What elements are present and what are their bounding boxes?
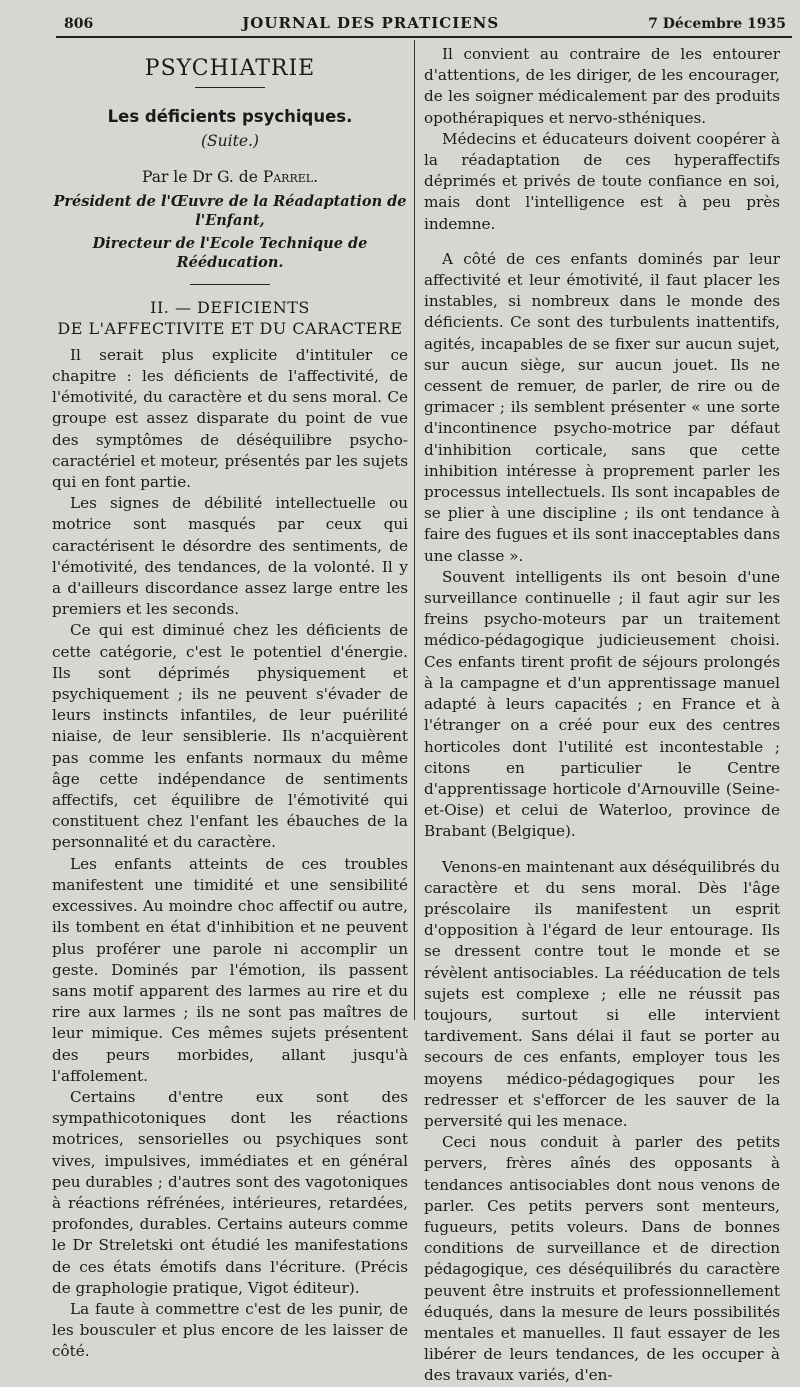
issue-date: 7 Décembre 1935: [648, 16, 786, 32]
paragraph-gap: [424, 843, 780, 857]
chapter-heading: [52, 297, 408, 339]
paragraph: Ceci nous conduit à parler des petits pervers, frères aînés des opposants à tendances antisociables dont nous venons de parler. Ces petits pervers sont menteurs, fugueurs, petits voleurs. Dans de bonnes conditions de surveillance et de direction pédagogique, ces déséquilibrés du caractère peuvent être instruits et professionnellement éduqués, dans la mesure de leurs possibilités mentales et manuelles. Il faut essayer de les libérer de leurs tendances, de les occuper à des travaux variés, d'en-: [424, 1133, 780, 1385]
affiliation-1: Président de l'Œuvre de la Réadaptation de l'Enfant,: [53, 192, 407, 229]
paragraph: Les enfants atteints de ces troubles manifestent une timidité et une sensibilité excessives. Au moindre choc affectif ou autre, ils tombent en état d'inhibition et ne peuvent plus proférer une parole ni accomplir un geste. Dominés par l'émotion, ils passent sans motif apparent des larmes au rire et du rire aux larmes ; ils ne sont pas maîtres de leur mimique. Ces mêmes sujets présentent des peurs morbides, allant jusqu'à l'affolement.: [52, 854, 408, 1085]
paragraph: Médecins et éducateurs doivent coopérer à la réadaptation de ces hyperaffectifs déprimés et privés de toute confiance en soi, mais dont l'intelligence est à peu près indemne.: [424, 129, 780, 233]
paragraph: Venons-en maintenant aux déséquilibrés du caractère et du sens moral. Dès l'âge préscolaire ils manifestent un esprit d'opposition à l'égard de leur entourage. Ils se dressent contre tout le monde et se révèlent antisociables. La rééducation de tels sujets est complexe ; elle ne réussit pas toujours, surtout si elle intervient tardivement. Sans délai il faut se porter au secours de ces enfants, employer tous les moyens médico-pédagogiques pour les redresser et s'efforcer de les sauver de la perversité qui les menace.: [424, 857, 780, 1130]
page-header: [64, 14, 786, 36]
page-number: 806: [64, 16, 94, 32]
paragraph: Souvent intelligents ils ont besoin d'une surveillance continuelle ; il faut agir sur les freins psycho-moteurs par un traitement médico-pédagogique judicieusement choisi. Ces enfants tirent profit de séjours prolongés à la campagne et d'un apprentissage manuel adapté à leurs capacités ; en France et à l'étranger on a créé pour eux des centres horticoles dont l'utilité est incontestable ; citons en particulier le Centre d'apprentissage horticole d'Arnouville (Seine-et-Oise) et celui de Waterloo, province de Brabant (Belgique).: [424, 567, 780, 841]
column-divider: [414, 40, 415, 1020]
chapter-heading-line-2: DE L'AFFECTIVITE ET DU CARACTERE: [57, 318, 403, 338]
header-rule: [56, 36, 792, 38]
paragraph: Ce qui est diminué chez les déficients de cette catégorie, c'est le potentiel d'énergie. Ils sont déprimés physiquement et psychiquement ; ils ne peuvent s'évader de leurs instincts infantiles, de leur puérilité niaise, de leur sensiblerie. Ils n'acquièrent pas comme les enfants normaux du même âge cette indépendance de sentiments affectifs, cet équilibre de l'émotivité qui constituent chez l'enfant les ébauches de la personnalité et du caractère.: [52, 621, 408, 852]
journal-title: JOURNAL DES PRATICIENS: [242, 14, 500, 32]
article-suite: (Suite.): [201, 132, 259, 151]
paragraph-gap: [424, 235, 780, 249]
paragraph: La faute à commettre c'est de les punir, de les bousculer et plus encore de les laisser de côté.: [52, 1299, 408, 1361]
paragraph: Les signes de débilité intellectuelle ou motrice sont masqués par ceux qui caractérisent le désordre des sentiments, de l'émotivité, des tendances, de la volonté. Il y a d'ailleurs discordance assez large entre les premiers et les seconds.: [52, 494, 408, 619]
section-rule: [195, 87, 265, 88]
author-name: Parrel.: [262, 167, 319, 186]
paragraph: Il serait plus explicite d'intituler ce chapitre : les déficients de l'affectivité, de l'émotivité, du caractère et du sens moral. Ce groupe est assez disparate du point de vue des symptômes de déséquilibre psycho-caractériel et moteur, présentés par les sujets qui en font partie.: [52, 345, 408, 492]
article-title: Les déficients psychiques.: [107, 107, 353, 127]
left-column: [52, 44, 408, 1363]
paragraph: Il convient au contraire de les entourer d'attentions, de les diriger, de les encourager, de les soigner médicalement par des produits opothérapiques et nervo-sthéniques.: [424, 45, 780, 127]
affiliation-2: Directeur de l'Ecole Technique de Rééducation.: [92, 234, 368, 271]
byline-prefix: Par le Dr G. de: [141, 167, 263, 186]
chapter-heading-line-1: II. — DEFICIENTS: [150, 297, 310, 317]
paragraph: Certains d'entre eux sont des sympathicotoniques dont les réactions motrices, sensorielles ou psychiques sont vives, impulsives, immédiates et en général peu durables ; d'autres sont des vagotoniques à réactions réfrénées, intérieures, retardées, profondes, durables. Certains auteurs comme le Dr Streletski ont étudié les manifestations de ces états émotifs dans l'écriture. (Précis de graphologie pratique, Vigot éditeur).: [52, 1087, 408, 1297]
right-column: [424, 44, 780, 1387]
byline-rule: [190, 284, 270, 285]
paragraph: A côté de ces enfants dominés par leur affectivité et leur émotivité, il faut placer les instables, si nombreux dans le monde des déficients. Ce sont des turbulents inattentifs, agités, incapables de se fixer sur aucun sujet, sur aucun siège, sur aucun jouet. Ils ne cessent de remuer, de parler, de rire ou de grimacer ; ils semblent présenter « une sorte d'incontinence psycho-motrice par défaut d'inhibition corticale, sans que cette inhibition intéresse à proprement parler les processus intellectuels. Ils sont incapables de se plier à une discipline ; ils ont tendance à faire des fugues et ils sont inacceptables dans une classe ».: [424, 249, 780, 565]
byline: [52, 167, 408, 188]
section-title: PSYCHIATRIE: [144, 56, 316, 81]
